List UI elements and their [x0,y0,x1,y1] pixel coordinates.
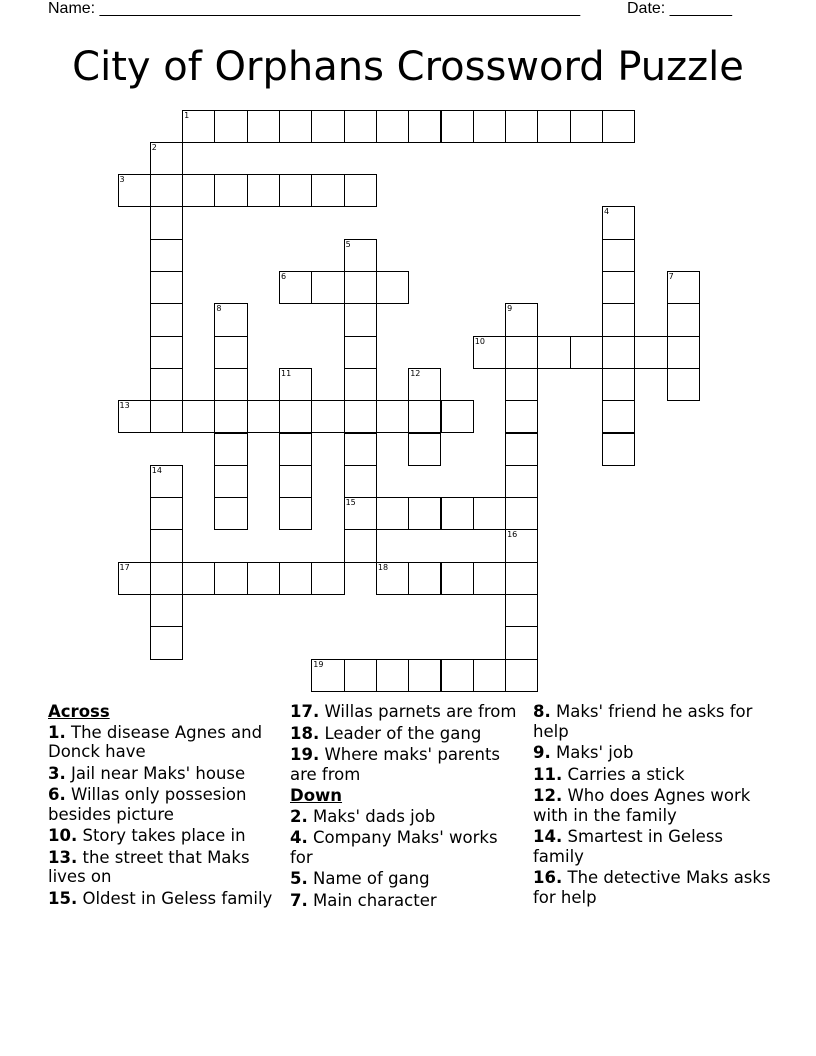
clue-item-text: Willas parnets are from [324,702,517,721]
clue-item-text: Jail near Maks' house [71,763,246,783]
clue-item-number: 3. [48,763,66,783]
crossword-cell[interactable] [441,659,474,692]
clue-item [48,826,280,846]
clue-number: 12 [410,368,421,378]
crossword-cell[interactable] [214,497,247,530]
name-field-label[interactable]: Name: ______________________________________________________ [48,0,581,17]
crossword-cell[interactable] [150,174,183,207]
crossword-cell[interactable] [311,562,344,595]
crossword-cell[interactable] [473,659,506,692]
crossword-cell[interactable] [667,303,700,336]
clue-number: 13 [119,401,130,411]
crossword-cell[interactable] [311,174,344,207]
crossword-cell[interactable] [505,433,538,466]
clue-item-number: 9. [533,743,551,762]
across-clue-list [48,723,280,909]
clue-item [48,848,280,887]
clue-item [290,745,524,784]
crossword-cell[interactable] [150,239,183,272]
crossword-cell[interactable] [537,110,570,143]
crossword-cell[interactable] [602,206,635,239]
clue-number: 1 [184,110,190,120]
crossword-cell[interactable] [505,529,538,562]
clue-number: 3 [119,175,125,185]
crossword-cell[interactable] [214,303,247,336]
crossword-cell[interactable] [473,562,506,595]
crossword-cell[interactable] [118,400,151,433]
clue-item-number: 13. [48,847,78,867]
clue-number: 10 [474,336,485,346]
crossword-cell[interactable] [505,400,538,433]
crossword-cell[interactable] [408,433,441,466]
crossword-cell[interactable] [182,562,215,595]
crossword-cell[interactable] [344,174,377,207]
crossword-cell[interactable] [150,303,183,336]
crossword-cell[interactable] [150,271,183,304]
crossword-cell[interactable] [570,336,603,369]
clue-item-number: 7. [290,890,308,910]
crossword-cell[interactable] [408,400,441,433]
crossword-cell[interactable] [667,336,700,369]
crossword-cell[interactable] [602,368,635,401]
crossword-cell[interactable] [376,271,409,304]
clue-number: 5 [345,239,351,249]
clue-item [533,702,773,741]
crossword-cell[interactable] [150,206,183,239]
crossword-cell[interactable] [344,529,377,562]
crossword-cell[interactable] [150,336,183,369]
crossword-cell[interactable] [344,433,377,466]
clue-item-text: Maks' dads job [313,806,436,826]
clue-number: 7 [668,272,674,281]
clue-item-text: Story takes place in [82,826,246,845]
crossword-cell[interactable] [408,368,441,401]
clue-item-text: Maks' job [556,743,634,762]
crossword-cell[interactable] [279,465,312,498]
clue-item [290,702,524,722]
clue-item [290,807,524,827]
crossword-cell[interactable] [311,110,344,143]
crossword-cell[interactable] [311,400,344,433]
clue-item-text: Where maks' parents are from [290,745,501,784]
crossword-cell[interactable] [505,465,538,498]
crossword-cell[interactable] [505,659,538,692]
crossword-cell[interactable] [408,562,441,595]
clue-item-text: Who does Agnes work with in the family [533,786,751,825]
crossword-cell[interactable] [376,400,409,433]
clue-item-number: 2. [290,806,308,826]
crossword-cell[interactable] [279,400,312,433]
crossword-cell[interactable] [150,594,183,627]
crossword-cell[interactable] [344,659,377,692]
crossword-cell[interactable] [376,497,409,530]
crossword-cell[interactable] [311,271,344,304]
clue-item-number: 8. [533,702,551,721]
crossword-cell[interactable] [344,303,377,336]
crossword-cell[interactable] [441,562,474,595]
crossword-cell[interactable] [473,110,506,143]
clue-item-number: 17. [290,702,320,721]
crossword-cell[interactable] [344,368,377,401]
crossword-cell[interactable] [150,142,183,175]
clues-column-1 [48,702,280,910]
clue-number: 2 [151,142,157,152]
clue-item [533,868,773,907]
crossword-cell[interactable] [311,659,344,692]
crossword-cell[interactable] [376,562,409,595]
clue-item [48,889,280,909]
crossword-cell[interactable] [376,110,409,143]
clue-item [290,724,524,744]
date-field-label[interactable]: Date: _______ [627,0,732,17]
crossword-cell[interactable] [602,303,635,336]
clue-item-number: 4. [290,828,308,847]
crossword-cell[interactable] [118,174,151,207]
clue-number: 19 [313,659,324,669]
clues-column-2 [290,702,524,912]
crossword-cell[interactable] [408,110,441,143]
across-heading: Across [48,702,110,721]
crossword-cell[interactable] [279,110,312,143]
clue-item [533,827,773,866]
crossword-cell[interactable] [602,433,635,466]
crossword-cell[interactable] [344,110,377,143]
crossword-cell[interactable] [634,336,667,369]
crossword-cell[interactable] [150,497,183,530]
crossword-cell[interactable] [214,465,247,498]
clue-item-number: 16. [533,868,563,887]
crossword-cell[interactable] [344,497,377,530]
clue-number: 15 [345,498,356,508]
clue-item-text: Willas only possesion besides picture [48,785,247,824]
crossword-cell[interactable] [182,400,215,433]
crossword-cell[interactable] [505,497,538,530]
clue-item-text: Oldest in Geless family [82,888,273,908]
page-title: City of Orphans Crossword Puzzle [72,44,744,90]
clue-number: 17 [119,562,130,572]
crossword-cell[interactable] [408,497,441,530]
clue-item-number: 6. [48,785,66,804]
crossword-cell[interactable] [150,626,183,659]
crossword-cell[interactable] [667,368,700,401]
clue-item-number: 19. [290,745,320,764]
clue-item-text: Leader of the gang [324,723,482,743]
clue-item-number: 5. [290,869,308,888]
crossword-cell[interactable] [279,174,312,207]
clue-item [290,869,524,889]
crossword-cell[interactable] [247,562,280,595]
clue-item [290,828,524,867]
crossword-cell[interactable] [505,110,538,143]
crossword-cell[interactable] [279,497,312,530]
clue-number: 11 [281,368,292,378]
clue-item-number: 10. [48,826,78,845]
crossword-cell[interactable] [602,400,635,433]
crossword-cell[interactable] [344,400,377,433]
crossword-cell[interactable] [602,110,635,143]
clue-number: 6 [281,272,287,281]
crossword-cell[interactable] [505,368,538,401]
crossword-cell[interactable] [602,239,635,272]
crossword-cell[interactable] [570,110,603,143]
crossword-cell[interactable] [150,562,183,595]
crossword-cell[interactable] [150,465,183,498]
clue-number: 18 [377,562,389,572]
clue-item-text: Carries a stick [567,764,685,784]
crossword-cell[interactable] [214,562,247,595]
clue-item [48,764,280,784]
crossword-cell[interactable] [214,174,247,207]
crossword-cell[interactable] [150,529,183,562]
crossword-cell[interactable] [344,336,377,369]
crossword-cell[interactable] [214,433,247,466]
crossword-cell[interactable] [602,271,635,304]
crossword-cell[interactable] [537,336,570,369]
crossword-cell[interactable] [505,626,538,659]
clue-item-text: Company Maks' works for [290,828,498,867]
clue-item-text: The disease Agnes and Donck have [48,722,263,761]
across-clue-list-continued [290,702,524,784]
clue-item-text: Smartest in Geless family [533,827,724,866]
crossword-cell[interactable] [279,433,312,466]
clue-number: 4 [604,207,610,217]
down-clue-list-continued [533,702,773,907]
crossword-cell[interactable] [441,497,474,530]
down-clue-list [290,807,524,911]
clue-item [533,786,773,825]
crossword-cell[interactable] [279,368,312,401]
crossword-cell[interactable] [505,336,538,369]
crossword-cell[interactable] [214,336,247,369]
down-heading: Down [290,786,343,805]
clue-item-text: Name of gang [313,869,430,888]
clue-item-text: Maks' friend he asks for help [533,702,753,741]
clue-item [48,723,280,762]
crossword-cell[interactable] [150,368,183,401]
crossword-cell[interactable] [182,174,215,207]
crossword-cell[interactable] [408,659,441,692]
clue-item-text: the street that Maks lives on [48,847,250,886]
crossword-cell[interactable] [150,400,183,433]
crossword-cell[interactable] [344,465,377,498]
crossword-cell[interactable] [505,594,538,627]
clue-item-number: 1. [48,722,66,742]
crossword-cell[interactable] [376,659,409,692]
clue-item-text: Main character [313,890,437,910]
clue-number: 14 [151,465,162,475]
clue-item [290,891,524,911]
crossword-cell[interactable] [441,400,474,433]
crossword-cell[interactable] [214,400,247,433]
crossword-cell[interactable] [473,497,506,530]
clue-item [533,765,773,785]
clue-number: 16 [507,530,518,540]
clue-item [48,785,280,824]
crossword-cell[interactable] [667,271,700,304]
clues-column-3 [533,702,773,909]
clue-item-number: 14. [533,827,563,846]
clue-item-number: 11. [533,764,563,784]
crossword-cell[interactable] [182,110,215,143]
crossword-cell[interactable] [344,271,377,304]
crossword-cell[interactable] [505,303,538,336]
clue-number: 9 [507,304,513,314]
crossword-cell[interactable] [247,174,280,207]
crossword-cell[interactable] [247,110,280,143]
crossword-cell[interactable] [344,239,377,272]
clue-item-number: 15. [48,888,78,908]
crossword-cell[interactable] [214,368,247,401]
crossword-cell[interactable] [118,562,151,595]
clue-item-number: 18. [290,723,320,743]
crossword-cell[interactable] [247,400,280,433]
crossword-cell[interactable] [279,271,312,304]
crossword-cell[interactable] [505,562,538,595]
crossword-cell[interactable] [441,110,474,143]
crossword-cell[interactable] [279,562,312,595]
clue-item-number: 12. [533,786,563,805]
clue-number: 8 [216,304,222,314]
clue-item-text: The detective Maks asks for help [533,868,771,907]
crossword-cell[interactable] [214,110,247,143]
clue-item [533,743,773,763]
crossword-cell[interactable] [473,336,506,369]
crossword-cell[interactable] [602,336,635,369]
